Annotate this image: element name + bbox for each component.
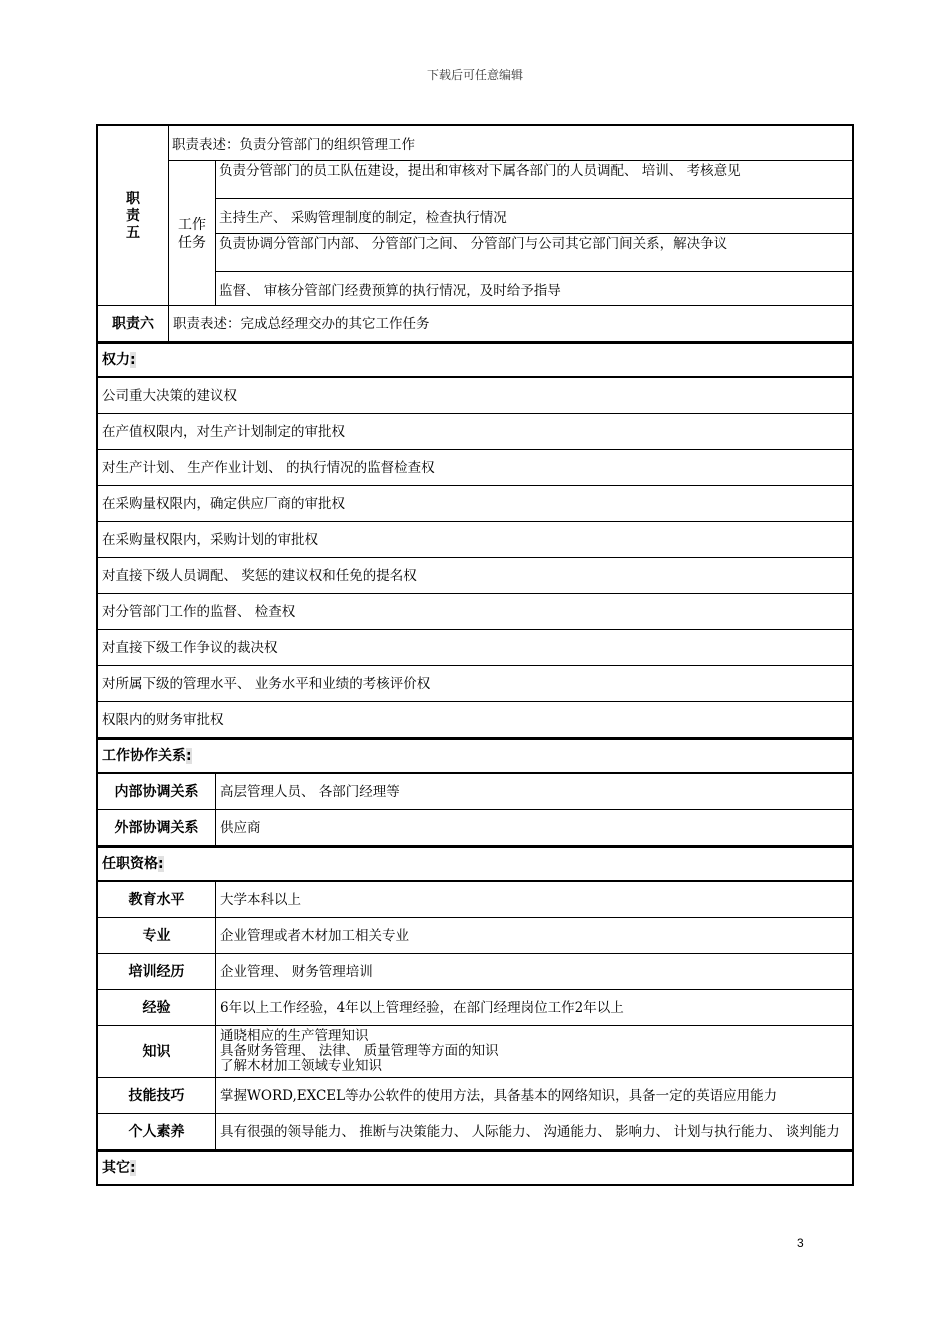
authority-item xyxy=(96,666,854,702)
qualification-row xyxy=(96,1114,854,1150)
authority-item-text: 对直接下级工作争议的裁决权 xyxy=(102,639,278,656)
duty5-label-char-2: 责 xyxy=(126,207,140,224)
qualification-value: 大学本科以上 xyxy=(215,882,852,917)
knowledge-line: 具备财务管理、 法律、 质量管理等方面的知识 xyxy=(220,1043,499,1059)
duty5-block xyxy=(96,124,854,306)
authority-item xyxy=(96,486,854,522)
duty6-label: 职责六 xyxy=(112,315,154,332)
authority-title xyxy=(98,344,852,376)
authority-item xyxy=(96,450,854,486)
authority-item xyxy=(96,558,854,594)
cooperation-row xyxy=(96,810,854,846)
authority-item-text: 在产值权限内，对生产计划制定的审批权 xyxy=(102,423,345,440)
task-item-3: 负责协调分管部门内部、 分管部门之间、 分管部门与公司其它部门间关系，解决争议 xyxy=(215,234,852,272)
duty6-row xyxy=(96,306,854,342)
authority-item xyxy=(96,594,854,630)
qualification-header xyxy=(96,846,854,882)
authority-item xyxy=(96,702,854,738)
cooperation-row xyxy=(96,774,854,810)
qualification-row xyxy=(96,990,854,1026)
qualification-label: 经验 xyxy=(142,999,171,1016)
authority-title-colon: : xyxy=(130,352,136,368)
authority-item-text: 公司重大决策的建议权 xyxy=(102,387,237,404)
duty6-statement: 职责表述：完成总经理交办的其它工作任务 xyxy=(168,306,852,341)
qualification-value: 掌握WORD,EXCEL等办公软件的使用方法，具备基本的网络知识，具备一定的英语应用能力 xyxy=(215,1078,852,1113)
knowledge-line: 通晓相应的生产管理知识 xyxy=(220,1028,369,1044)
knowledge-lines xyxy=(215,1026,852,1077)
other-title xyxy=(98,1152,852,1184)
qualification-label: 知识 xyxy=(142,1043,171,1060)
cooperation-label: 内部协调关系 xyxy=(114,783,199,800)
other-title-text: 其它 xyxy=(102,1160,130,1176)
qualification-label: 技能技巧 xyxy=(128,1087,185,1104)
qualification-value: 6年以上工作经验，4年以上管理经验，在部门经理岗位工作2年以上 xyxy=(215,990,852,1025)
qualification-label: 教育水平 xyxy=(128,891,185,908)
qualification-row xyxy=(96,918,854,954)
qualification-value: 具有很强的领导能力、 推断与决策能力、 人际能力、 沟通能力、 影响力、 计划与执行能力、 谈判能力 xyxy=(215,1114,852,1149)
qualification-title-text: 任职资格 xyxy=(102,856,158,872)
duty5-label-char-3: 五 xyxy=(126,224,140,241)
job-description-table xyxy=(96,124,854,1186)
cooperation-value: 高层管理人员、 各部门经理等 xyxy=(215,774,852,809)
cooperation-label: 外部协调关系 xyxy=(114,819,199,836)
authority-item-text: 对所属下级的管理水平、 业务水平和业绩的考核评价权 xyxy=(102,675,431,692)
other-title-colon: : xyxy=(130,1160,136,1176)
other-header xyxy=(96,1150,854,1186)
qualification-row xyxy=(96,1026,854,1078)
qualification-label: 培训经历 xyxy=(128,963,185,980)
qualification-row xyxy=(96,954,854,990)
qualification-label: 专业 xyxy=(142,927,171,944)
authority-item-text: 在采购量权限内，采购计划的审批权 xyxy=(102,531,318,548)
duty5-label-char-1: 职 xyxy=(126,190,140,207)
authority-item-text: 对生产计划、 生产作业计划、 的执行情况的监督检查权 xyxy=(102,459,435,476)
cooperation-title-text: 工作协作关系 xyxy=(102,748,186,764)
page-number: 3 xyxy=(797,1236,804,1250)
authority-item xyxy=(96,378,854,414)
duty5-label xyxy=(98,126,168,306)
duty5-statement: 职责表述：负责分管部门的组织管理工作 xyxy=(168,126,852,161)
authority-item xyxy=(96,630,854,666)
authority-item xyxy=(96,414,854,450)
qualification-title-colon: : xyxy=(158,856,164,872)
knowledge-line: 了解木材加工领域专业知识 xyxy=(220,1058,382,1074)
cooperation-title-colon: : xyxy=(186,748,192,764)
authority-item xyxy=(96,522,854,558)
cooperation-title xyxy=(98,740,852,772)
qualification-value: 企业管理或者木材加工相关专业 xyxy=(215,918,852,953)
authority-item-text: 权限内的财务审批权 xyxy=(102,711,224,728)
authority-title-text: 权力 xyxy=(102,352,130,368)
authority-item-text: 对分管部门工作的监督、 检查权 xyxy=(102,603,296,620)
work-task-label-text: 工作任务 xyxy=(178,216,206,251)
qualification-row xyxy=(96,1078,854,1114)
task-item-4: 监督、 审核分管部门经费预算的执行情况，及时给予指导 xyxy=(215,272,852,306)
authority-header xyxy=(96,342,854,378)
cooperation-value: 供应商 xyxy=(215,810,852,845)
task-item-2: 主持生产、 采购管理制度的制定，检查执行情况 xyxy=(215,199,852,234)
qualification-row xyxy=(96,882,854,918)
qualification-value: 企业管理、 财务管理培训 xyxy=(215,954,852,989)
work-task-label xyxy=(168,161,215,306)
task-item-1: 负责分管部门的员工队伍建设，提出和审核对下属各部门的人员调配、 培训、 考核意见 xyxy=(215,161,852,199)
qualification-title xyxy=(98,848,852,880)
qualification-label: 个人素养 xyxy=(128,1123,185,1140)
cooperation-header xyxy=(96,738,854,774)
header-note: 下载后可任意编辑 xyxy=(426,68,523,82)
authority-item-text: 对直接下级人员调配、 奖惩的建议权和任免的提名权 xyxy=(102,567,417,584)
authority-item-text: 在采购量权限内，确定供应厂商的审批权 xyxy=(102,495,345,512)
